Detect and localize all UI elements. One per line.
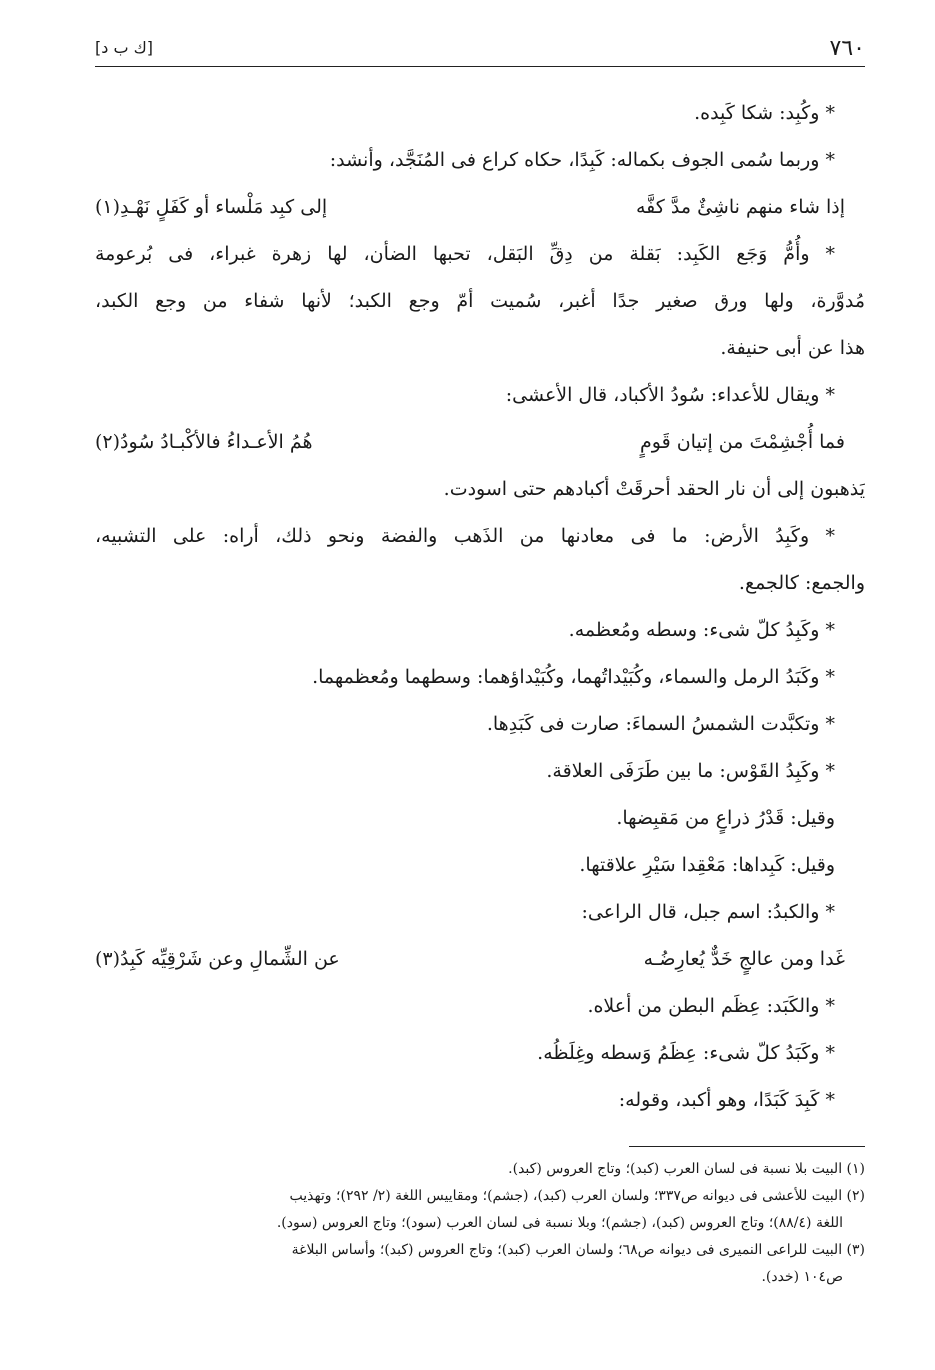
footnote-line: (٣) البيت للراعى النميرى فى ديوانه ص٦٨؛ ولسان العرب (كبد)؛ وتاج العروس (كبد)؛ وأساس البلاغة bbox=[291, 1242, 865, 1258]
text-line: * وكَبَدُ كلّ شىء: عِظَمُ وَسطه وغِلَظُه. bbox=[537, 1042, 835, 1064]
verse-line bbox=[95, 184, 865, 231]
text-line: * ويقال للأعداء: سُودُ الأكباد، قال الأعشى: bbox=[505, 384, 835, 406]
verse-hemistich-first: غَدا ومن عالجٍ خَدٌّ يُعارِضُـه bbox=[643, 948, 845, 970]
text-line: هذا عن أبى حنيفة. bbox=[720, 337, 865, 359]
header-rule bbox=[95, 66, 865, 67]
footnotes bbox=[95, 1156, 865, 1291]
footnote-line: اللغة (٨٨/٤)؛ وتاج العروس (كبد)، (جشم)؛ وبلا نسبة فى لسان العرب (سود)؛ وتاج العروس (سود). bbox=[276, 1215, 843, 1231]
text-line: * وكَبِدُ كلّ شىء: وسطه ومُعظمه. bbox=[568, 619, 835, 641]
footnote-line: (٢) البيت للأعشى فى ديوانه ص٣٣٧؛ ولسان العرب (كبد)، (جشم)؛ ومقاييس اللغة (٢/ ٢٩٢)؛ وتهذيب bbox=[289, 1188, 865, 1204]
text-line: * وربما سُمى الجوف بكماله: كَبِدًا، حكاه كراع فى المُنَجَّد، وأنشد: bbox=[329, 149, 835, 171]
text-line: * وكُبِد: شكا كَبِده. bbox=[694, 102, 835, 124]
text-line: * وتكبَّدت الشمسُ السماءَ: صارت فى كَبَدِها. bbox=[486, 713, 835, 735]
verse-hemistich-second: هُمُ الأعـداءُ فالأكْبـادُ سُودُ(٢) bbox=[95, 431, 313, 453]
text-line: * وكَبِدُ القَوْس: ما بين طَرَفَى العلاقة. bbox=[546, 760, 835, 782]
verse-line bbox=[95, 936, 865, 983]
footnote-line: (١) البيت بلا نسبة فى لسان العرب (كبد)؛ وتاج العروس (كبد). bbox=[508, 1161, 865, 1177]
verse-line bbox=[95, 419, 865, 466]
page-number: ٧٦٠ bbox=[829, 36, 865, 61]
text-line: * كَبِدَ كَبَدًا، وهو أكبد، وقوله: bbox=[618, 1089, 835, 1111]
verse-hemistich-second: عن الشِّمالِ وعن شَرْقِيِّه كَبِدُ(٣) bbox=[95, 948, 340, 970]
text-line: * والكبدُ: اسم جبل، قال الراعى: bbox=[581, 901, 835, 923]
text-line: مُدوَّرة، ولها ورق صغير جدًا أغبر، سُميت أمّ وجع الكبد؛ لأنها شفاء من وجع الكبد، bbox=[95, 290, 865, 312]
verse-hemistich-first: إذا شاء منهم ناشِئٌ مدَّ كفَّه bbox=[636, 196, 845, 218]
verse-hemistich-first: فما أُجْشِمْتَ من إتيان قَومٍ bbox=[640, 431, 845, 453]
footnote-rule bbox=[629, 1146, 865, 1147]
main-text bbox=[95, 90, 865, 1124]
text-line: والجمع: كالجمع. bbox=[738, 572, 865, 594]
verse-hemistich-second: إلى كبِد مَلْساء أو كَفَلٍ نَهْـدِ(١) bbox=[95, 196, 328, 218]
footnote-line: ص١٠٤ (خدد). bbox=[761, 1269, 843, 1285]
text-line: يَذهبون إلى أن نار الحقد أحرقَتْ أكبادهم حتى اسودت. bbox=[443, 478, 865, 500]
text-line: * وكَبَدُ الرمل والسماء، وكُبَيْداتُهما، وكُبَيْداؤهما: وسطهما ومُعظمهما. bbox=[312, 666, 835, 688]
text-line: * وكَبِدُ الأرض: ما فى معادنها من الذَهب والفضة ونحو ذلك، أراه: على التشبيه، bbox=[95, 525, 835, 547]
book-page bbox=[95, 28, 865, 1338]
text-line: * والكَبَد: عِظَم البطن من أعلاه. bbox=[587, 995, 835, 1017]
text-line: وقيل: كَبِداها: مَعْقِدا سَيْرِ علاقتها. bbox=[579, 854, 835, 876]
text-line: وقيل: قَدْرُ ذراعٍ من مَقبِضها. bbox=[616, 807, 835, 829]
root-label: [ك ب د] bbox=[95, 38, 154, 57]
page-header bbox=[95, 28, 865, 66]
text-line: * وأُمُّ وَجَع الكَبِد: بَقلة من دِقِّ البَقل، تحبها الضأن، لها زهرة غبراء، فى بُرعومة bbox=[95, 243, 835, 265]
